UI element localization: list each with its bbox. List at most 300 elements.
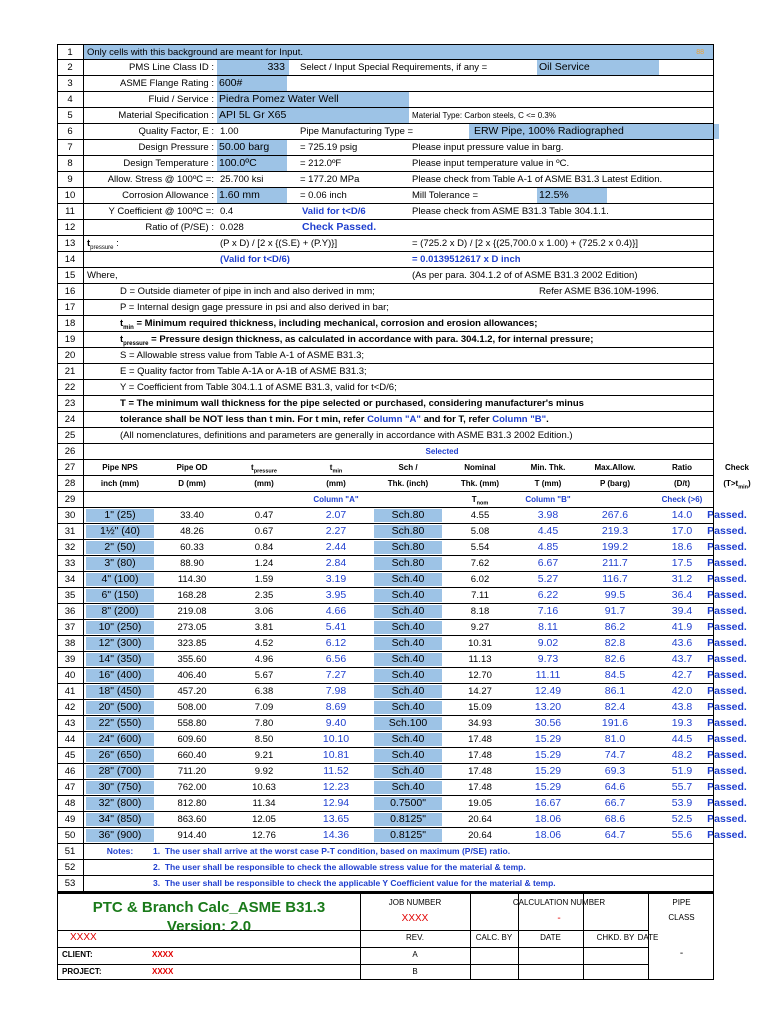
- row-number: 12: [57, 220, 84, 235]
- nominal-thk-cell: 8.18: [470, 606, 490, 617]
- ratio-cell: 31.2: [671, 573, 693, 585]
- y-coefficient-value: 0.4: [220, 206, 234, 217]
- pipe-nps-cell[interactable]: 30" (750): [86, 781, 154, 794]
- t-min-cell: 2.44: [325, 541, 347, 553]
- table-row: [57, 636, 747, 652]
- row-number: 24: [57, 412, 84, 427]
- nominal-thk-cell: 10.31: [468, 638, 492, 649]
- pipe-od-cell: 60.33: [180, 542, 204, 553]
- pressure-psig: = 725.19 psig: [300, 142, 358, 153]
- max-allow-cell: 86.1: [604, 685, 626, 697]
- hdr-d-mm: D (mm): [178, 479, 206, 488]
- pipe-nps-cell[interactable]: 32" (800): [86, 797, 154, 810]
- temperature-label: Design Temperature :: [123, 158, 214, 169]
- pipe-nps-cell[interactable]: 6" (150): [86, 589, 154, 602]
- row-number: 52: [57, 860, 84, 875]
- input-legend-cell: [84, 45, 714, 59]
- t-min-cell: 12.94: [322, 797, 350, 809]
- special-req-label: Select / Input Special Requirements, if any =: [300, 62, 488, 73]
- pipe-label: PIPE: [672, 898, 691, 907]
- sch-cell[interactable]: Sch.40: [374, 733, 442, 746]
- row-number: 42: [57, 700, 84, 715]
- pipe-nps-cell[interactable]: 22" (550): [86, 717, 154, 730]
- fluid-label: Fluid / Service :: [148, 94, 214, 105]
- max-allow-cell: 219.3: [601, 525, 629, 537]
- max-allow-cell: 64.6: [604, 781, 626, 793]
- formula-result: = (725.2 x D) / [2 x {(25,700.0 x 1.00) + (725.2 x 0.4)}]: [412, 238, 639, 249]
- max-allow-cell: 82.4: [604, 701, 626, 713]
- pipe-nps-cell[interactable]: 1½" (40): [86, 525, 154, 538]
- pipe-nps-cell[interactable]: 4" (100): [86, 573, 154, 586]
- special-req-input[interactable]: Oil Service: [537, 60, 659, 75]
- t-pressure-symbol: $t_{pressure}$ :: [87, 238, 119, 251]
- hdr-column-b: Column "B": [525, 495, 571, 504]
- pipe-nps-cell[interactable]: 34" (850): [86, 813, 154, 826]
- row-7: [57, 140, 714, 156]
- check-status-cell: Passed.: [707, 797, 747, 809]
- rev-header: REV.: [406, 933, 424, 942]
- row-2: [57, 60, 714, 76]
- pipe-nps-cell[interactable]: 28" (700): [86, 765, 154, 778]
- row-number: 30: [57, 508, 84, 523]
- table-row: [57, 764, 747, 780]
- corrosion-allowance-input[interactable]: 1.60 mm: [217, 188, 287, 203]
- sch-cell[interactable]: Sch.40: [374, 589, 442, 602]
- para-reference: (As per para. 304.1.2 of of ASME B31.3 2002 Edition): [412, 270, 638, 281]
- pipe-od-cell: 863.60: [177, 814, 207, 825]
- left-value: XXXX: [70, 932, 97, 943]
- valid-note: Valid for t<D/6: [302, 206, 366, 217]
- document-title: PTC & Branch Calc_ASME B31.3 Version: 2.0: [92, 899, 326, 935]
- ratio-label: Ratio of (P/SE) :: [145, 222, 214, 233]
- row-24: [57, 412, 714, 428]
- row-18: [57, 316, 714, 332]
- check-status-cell: Passed.: [707, 669, 747, 681]
- table-row: [57, 604, 747, 620]
- check-status-cell: Passed.: [707, 765, 747, 777]
- pipe-nps-cell[interactable]: 2" (50): [86, 541, 154, 554]
- sch-cell[interactable]: 0.8125": [374, 813, 442, 826]
- row-number: 17: [57, 300, 84, 315]
- pipe-od-cell: 914.40: [177, 830, 207, 841]
- max-allow-cell: 211.7: [602, 557, 628, 569]
- sch-cell[interactable]: Sch.40: [374, 701, 442, 714]
- pipe-nps-cell[interactable]: 26" (650): [86, 749, 154, 762]
- max-allow-cell: 84.5: [604, 669, 626, 681]
- calc-number-value: -: [557, 913, 561, 924]
- min-thk-cell: 7.16: [537, 605, 559, 617]
- nominal-thk-cell: 20.64: [468, 830, 492, 841]
- nominal-thk-cell: 6.02: [470, 574, 490, 585]
- ratio-cell: 43.7: [671, 653, 693, 665]
- check-status-cell: Passed.: [707, 701, 747, 713]
- sch-cell[interactable]: Sch.40: [374, 653, 442, 666]
- t-pressure-cell: 1.59: [254, 574, 274, 585]
- pipe-od-cell: 273.05: [177, 622, 207, 633]
- rev-b: B: [412, 967, 418, 976]
- min-thk-cell: 6.67: [537, 557, 559, 569]
- row-number: 21: [57, 364, 84, 379]
- table-row: [57, 828, 747, 844]
- pipe-nps-cell[interactable]: 12" (300): [86, 637, 154, 650]
- project-value: XXXX: [152, 967, 174, 976]
- sch-cell[interactable]: Sch.40: [374, 637, 442, 650]
- row-number: 13: [57, 236, 84, 251]
- sch-cell[interactable]: Sch.40: [374, 781, 442, 794]
- class-value: -: [679, 948, 684, 959]
- row-number: 49: [57, 812, 84, 827]
- min-thk-cell: 13.20: [534, 701, 562, 713]
- nominal-thk-cell: 9.27: [470, 622, 490, 633]
- nomenclature-note: (All nomenclatures, definitions and parameters are generally in accordance with ASME B31.3 2002 Edition.): [120, 430, 573, 441]
- nominal-thk-cell: 14.27: [468, 686, 492, 697]
- material-spec-input[interactable]: API 5L Gr X65: [217, 108, 409, 123]
- t-pressure-cell: 0.84: [254, 542, 274, 553]
- min-thk-cell: 18.06: [534, 813, 562, 825]
- row-number: 1: [57, 45, 84, 59]
- row-number: 26: [57, 444, 84, 459]
- t-min-cell: 13.65: [322, 813, 350, 825]
- row-number: 36: [57, 604, 84, 619]
- sch-cell[interactable]: Sch.40: [374, 605, 442, 618]
- max-allow-cell: 64.7: [604, 829, 626, 841]
- ratio-cell: 52.5: [671, 813, 693, 825]
- nominal-thk-cell: 17.48: [468, 750, 492, 761]
- hdr-pipe-nps: Pipe NPS: [102, 463, 138, 472]
- hdr-nominal: Nominal: [464, 463, 496, 472]
- check-passed-status: Check Passed.: [302, 221, 377, 233]
- row-14: [57, 252, 714, 268]
- sch-cell[interactable]: 0.8125": [374, 829, 442, 842]
- notes-label: Notes:: [106, 846, 134, 856]
- pipe-nps-cell[interactable]: 1" (25): [86, 509, 154, 522]
- sch-cell[interactable]: Sch.40: [374, 685, 442, 698]
- t-min-cell: 5.41: [325, 621, 347, 633]
- t-pressure-cell: 9.21: [254, 750, 274, 761]
- sch-cell[interactable]: 0.7500": [374, 797, 442, 810]
- nominal-thk-cell: 19.05: [468, 798, 492, 809]
- check-status-cell: Passed.: [707, 509, 747, 521]
- row-number: 37: [57, 620, 84, 635]
- ratio-cell: 43.8: [671, 701, 693, 713]
- t-pressure-cell: 9.92: [254, 766, 274, 777]
- row-1: [57, 44, 714, 60]
- row-53: [57, 876, 714, 892]
- ratio-cell: 17.5: [671, 557, 693, 569]
- sch-cell[interactable]: Sch.80: [374, 541, 442, 554]
- t-min-cell: 3.19: [325, 573, 347, 585]
- manufacturing-type-label: Pipe Manufacturing Type =: [300, 126, 414, 137]
- row-number: 33: [57, 556, 84, 571]
- check-status-cell: Passed.: [707, 541, 747, 553]
- hdr-min-thk: Min. Thk.: [530, 463, 566, 472]
- ratio-cell: 19.3: [671, 717, 693, 729]
- nominal-thk-cell: 4.55: [470, 510, 490, 521]
- t-pressure-cell: 7.09: [254, 702, 274, 713]
- row-number: 27: [57, 460, 84, 475]
- manufacturing-type-input[interactable]: ERW Pipe, 100% Radiographed: [469, 124, 719, 139]
- max-allow-cell: 267.6: [601, 509, 629, 521]
- pipe-od-cell: 406.40: [177, 670, 207, 681]
- row-4: [57, 92, 714, 108]
- row-number: 14: [57, 252, 84, 267]
- definition-e: E = Quality factor from Table A-1A or A-1B of ASME B31.3;: [120, 366, 367, 377]
- table-row: [57, 540, 747, 556]
- pressure-label: Design Pressure :: [138, 142, 214, 153]
- row-number: 15: [57, 268, 84, 283]
- row-number: 9: [57, 172, 84, 187]
- hdr-t-min: $t_{min}$: [329, 463, 343, 475]
- definition-p: P = Internal design gage pressure in psi and also derived in bar;: [120, 302, 389, 313]
- table-row: [57, 508, 747, 524]
- min-thk-cell: 30.56: [534, 717, 562, 729]
- client-value: XXXX: [152, 950, 174, 959]
- row-number: 51: [57, 844, 84, 859]
- ratio-cell: 18.6: [671, 541, 693, 553]
- table-row: [57, 652, 747, 668]
- nominal-thk-cell: 17.48: [468, 766, 492, 777]
- t-min-cell: 12.23: [322, 781, 350, 793]
- sch-cell[interactable]: Sch.100: [374, 717, 442, 730]
- row-number: 32: [57, 540, 84, 555]
- t-pressure-cell: 10.63: [252, 782, 276, 793]
- date2-header: DATE: [637, 933, 659, 942]
- max-allow-cell: 86.2: [604, 621, 626, 633]
- row-number: 2: [57, 60, 84, 75]
- t-min-cell: 7.27: [325, 669, 347, 681]
- table-row: [57, 668, 747, 684]
- definition-y: Y = Coefficient from Table 304.1.1 of ASME B31.3, valid for t<D/6;: [120, 382, 397, 393]
- pipe-nps-cell[interactable]: 10" (250): [86, 621, 154, 634]
- pms-label: PMS Line Class ID :: [129, 62, 214, 73]
- t-pressure-cell: 3.06: [254, 606, 274, 617]
- mill-tolerance-label: Mill Tolerance =: [412, 190, 479, 201]
- job-number-value: XXXX: [401, 913, 429, 924]
- quality-label: Quality Factor, E :: [138, 126, 214, 137]
- t-min-cell: 4.66: [325, 605, 347, 617]
- row-number: 20: [57, 348, 84, 363]
- ratio-cell: 51.9: [671, 765, 693, 777]
- sch-cell[interactable]: Sch.40: [374, 621, 442, 634]
- min-thk-cell: 9.02: [537, 637, 559, 649]
- min-thk-cell: 15.29: [534, 749, 562, 761]
- table-row: [57, 524, 747, 540]
- calculation-sheet: [57, 44, 751, 984]
- min-thk-cell: 3.98: [537, 509, 559, 521]
- sch-cell[interactable]: Sch.40: [374, 765, 442, 778]
- row-number: 19: [57, 332, 84, 347]
- sch-cell[interactable]: Sch.80: [374, 525, 442, 538]
- row-number: 35: [57, 588, 84, 603]
- hdr-t-nom: $T_{nom}$: [471, 495, 489, 507]
- pipe-od-cell: 33.40: [180, 510, 204, 521]
- max-allow-cell: 116.7: [602, 573, 628, 585]
- row-23: [57, 396, 714, 412]
- hdr-t-tmin: $(T>t_{min})$: [723, 479, 751, 491]
- t-pressure-cell: 4.96: [254, 654, 274, 665]
- row-8: [57, 156, 714, 172]
- t-min-cell: 11.52: [323, 765, 349, 777]
- pipe-nps-cell[interactable]: 24" (600): [86, 733, 154, 746]
- note-1: 1. The user shall arrive at the worst case P-T condition, based on maximum (P/SE) ratio.: [153, 846, 511, 856]
- ratio-cell: 39.4: [671, 605, 693, 617]
- job-number-label: JOB NUMBER: [388, 898, 442, 907]
- pipe-od-cell: 457.20: [177, 686, 207, 697]
- row-number: 53: [57, 876, 84, 891]
- row-number: 3: [57, 76, 84, 91]
- min-thk-cell: 16.67: [534, 797, 562, 809]
- calc-by-header: CALC. BY: [475, 933, 513, 942]
- t-pressure-cell: 11.34: [252, 798, 276, 809]
- sch-cell[interactable]: Sch.80: [374, 557, 442, 570]
- t-pressure-cell: 12.05: [252, 814, 276, 825]
- legend-tag: 88: [696, 49, 704, 56]
- allow-stress-value: 25.700 ksi: [220, 174, 264, 185]
- ratio-cell: 14.0: [671, 509, 693, 521]
- pipe-nps-cell[interactable]: 20" (500): [86, 701, 154, 714]
- pipe-od-cell: 508.00: [177, 702, 207, 713]
- max-allow-cell: 82.6: [604, 653, 626, 665]
- row-25: [57, 428, 714, 444]
- sch-cell[interactable]: Sch.40: [374, 749, 442, 762]
- row-number: 34: [57, 572, 84, 587]
- table-row: [57, 684, 747, 700]
- min-thk-cell: 9.73: [537, 653, 559, 665]
- t-min-cell: 8.69: [325, 701, 347, 713]
- pipe-od-cell: 558.80: [177, 718, 207, 729]
- t-pressure-cell: 3.81: [254, 622, 274, 633]
- nominal-thk-cell: 5.54: [470, 542, 490, 553]
- t-pressure-cell: 2.35: [254, 590, 274, 601]
- corrosion-label: Corrosion Allowance :: [122, 190, 214, 201]
- min-thk-cell: 12.49: [534, 685, 562, 697]
- y-coef-label: Y Coefficient @ 100ºC =:: [108, 206, 214, 217]
- t-min-cell: 2.07: [325, 509, 347, 521]
- max-allow-cell: 81.0: [604, 733, 626, 745]
- pipe-nps-cell[interactable]: 3" (80): [86, 557, 154, 570]
- check-status-cell: Passed.: [707, 829, 747, 841]
- mill-tolerance-input[interactable]: 12.5%: [537, 188, 607, 203]
- ratio-cell: 55.6: [671, 829, 693, 841]
- pipe-od-cell: 711.20: [177, 766, 207, 777]
- table-row: [57, 812, 747, 828]
- table-row: [57, 716, 747, 732]
- definition-tpressure: $t_{pressure}$ = Pressure design thickness, as calculated in accordance with para. 304.1.2, for internal pressure;: [120, 334, 594, 347]
- pipe-nps-cell[interactable]: 36" (900): [86, 829, 154, 842]
- corrosion-inch: = 0.06 inch: [300, 190, 347, 201]
- hdr-ratio: Ratio: [672, 463, 692, 472]
- t-pressure-cell: 1.24: [254, 558, 274, 569]
- nominal-thk-cell: 5.08: [470, 526, 490, 537]
- sch-cell[interactable]: Sch.40: [374, 573, 442, 586]
- check-status-cell: Passed.: [707, 573, 747, 585]
- pms-line-class-input[interactable]: 333: [217, 60, 289, 75]
- row-number: 25: [57, 428, 84, 443]
- nominal-thk-cell: 34.93: [468, 718, 492, 729]
- pipe-od-cell: 114.30: [177, 574, 207, 585]
- row-6: [57, 124, 714, 140]
- job-number-cell: [360, 894, 470, 930]
- hdr-pipe-od: Pipe OD: [176, 463, 208, 472]
- sch-cell[interactable]: Sch.80: [374, 509, 442, 522]
- table-row: [57, 588, 747, 604]
- selected-label: Selected: [425, 447, 459, 456]
- row-number: 22: [57, 380, 84, 395]
- table-row: [57, 572, 747, 588]
- hdr-p-barg: P (barg): [599, 479, 631, 488]
- row-3: [57, 76, 714, 92]
- pipe-nps-cell[interactable]: 14" (350): [86, 653, 154, 666]
- quality-factor-value: 1.00: [220, 126, 239, 137]
- t-min-cell: 9.40: [325, 717, 347, 729]
- row-21: [57, 364, 714, 380]
- t-min-cell: 10.81: [322, 749, 350, 761]
- row-number: 39: [57, 652, 84, 667]
- table-row: [57, 748, 747, 764]
- design-pressure-input[interactable]: 50.00 barg: [217, 140, 287, 155]
- ratio-cell: 53.9: [671, 797, 693, 809]
- ratio-cell: 44.5: [671, 733, 693, 745]
- max-allow-cell: 191.6: [601, 717, 629, 729]
- pipe-nps-cell[interactable]: 16" (400): [86, 669, 154, 682]
- temperature-note: Please input temperature value in ºC.: [412, 158, 570, 169]
- date-header: DATE: [540, 933, 561, 942]
- definition-t: T = The minimum wall thickness for the pipe selected or purchased, considering manufacturer's minus: [120, 398, 584, 409]
- row-51: [57, 844, 714, 860]
- min-thk-cell: 15.29: [534, 765, 562, 777]
- client-row: [58, 947, 648, 965]
- pipe-nps-cell[interactable]: 18" (450): [86, 685, 154, 698]
- y-coef-note: Please check from ASME B31.3 Table 304.1.1.: [412, 206, 609, 217]
- check-status-cell: Passed.: [707, 525, 747, 537]
- design-temperature-input[interactable]: 100.0ºC: [217, 156, 287, 171]
- formula: (P x D) / [2 x {(S.E) + (P.Y)}]: [220, 238, 338, 249]
- row-number: 40: [57, 668, 84, 683]
- t-min-cell: 2.84: [325, 557, 347, 569]
- min-thk-cell: 5.27: [537, 573, 559, 585]
- nominal-thk-cell: 15.09: [468, 702, 492, 713]
- nominal-thk-cell: 17.48: [468, 782, 492, 793]
- calc-number-cell: [470, 894, 648, 930]
- flange-rating-input[interactable]: 600#: [217, 76, 287, 91]
- t-min-cell: 10.10: [322, 733, 350, 745]
- table-header-1: [57, 460, 749, 476]
- ratio-cell: 41.9: [671, 621, 693, 633]
- note-3: 3. The user shall be responsible to check the applicable Y Coefficient value for the material & temp.: [153, 878, 556, 888]
- ratio-cell: 42.0: [671, 685, 693, 697]
- row-5: [57, 108, 714, 124]
- row-16: [57, 284, 714, 300]
- t-pressure-cell: 6.38: [254, 686, 274, 697]
- max-allow-cell: 74.7: [604, 749, 626, 761]
- max-allow-cell: 69.3: [604, 765, 626, 777]
- row-17: [57, 300, 714, 316]
- min-thk-cell: 15.29: [534, 781, 562, 793]
- fluid-service-input[interactable]: Piedra Pomez Water Well: [217, 92, 409, 107]
- calc-number-label: CALCULATION NUMBER: [512, 898, 606, 907]
- sch-cell[interactable]: Sch.40: [374, 669, 442, 682]
- row-11: [57, 204, 714, 220]
- table-row: [57, 620, 747, 636]
- note-2: 2. The user shall be responsible to check the allowable stress value for the material & temp.: [153, 862, 526, 872]
- max-allow-cell: 91.7: [604, 605, 626, 617]
- row-number: 50: [57, 828, 84, 843]
- hdr-mm-1: (mm): [254, 479, 274, 488]
- title-cell: [58, 894, 360, 935]
- hdr-column-a: Column "A": [313, 495, 359, 504]
- table-row: [57, 732, 747, 748]
- pipe-nps-cell[interactable]: 8" (200): [86, 605, 154, 618]
